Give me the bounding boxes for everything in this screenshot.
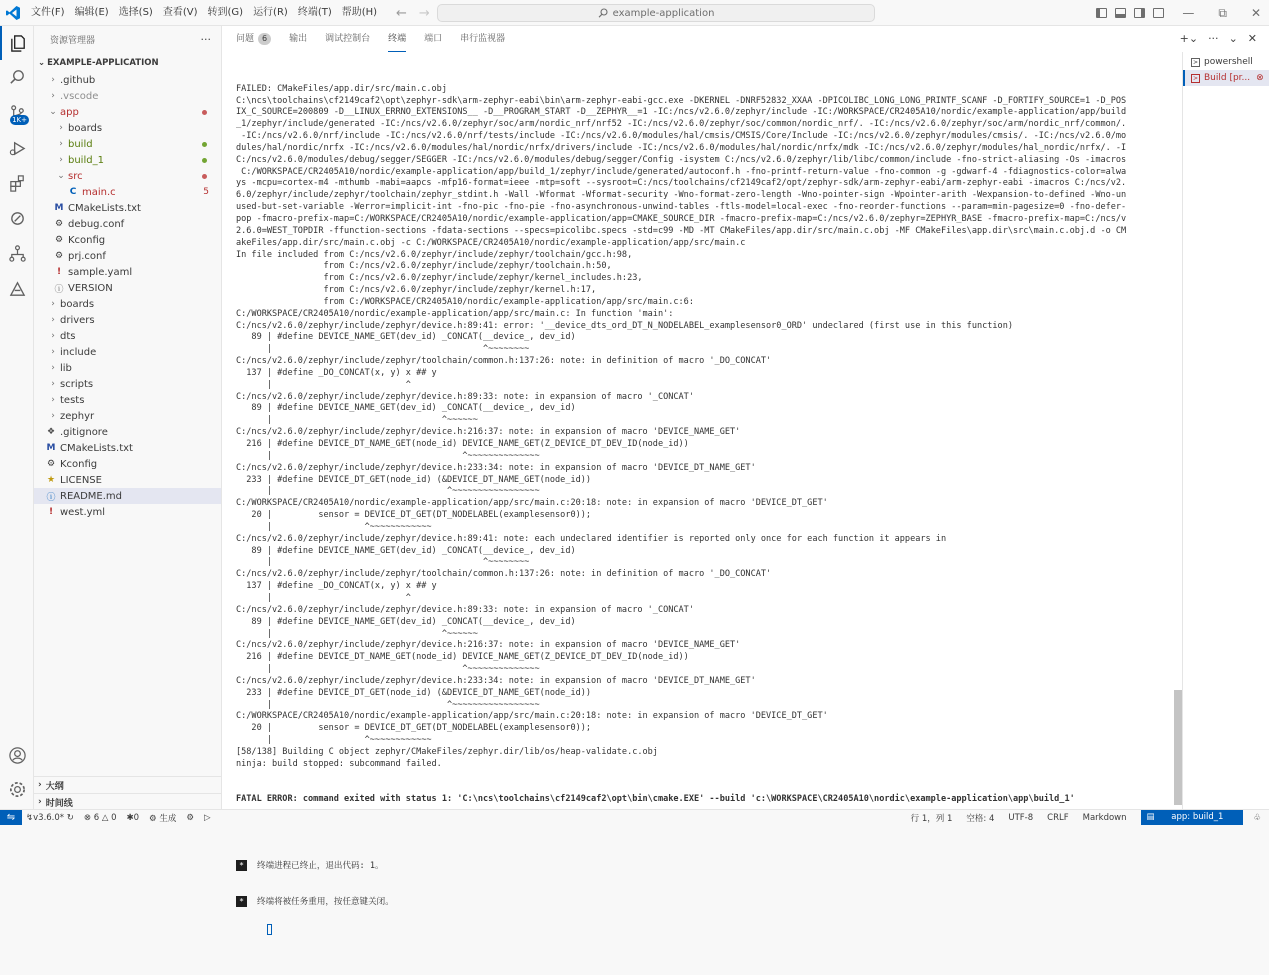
extensions-icon[interactable] [0,166,34,200]
menu-go[interactable]: 转到(G) [207,6,244,18]
terminal-line: dules/hal/nordic/nrfx -IC:/ncs/v2.6.0/modules/hal/nordic/nrfx/drivers/include -IC:/ncs/v2.6.0/modules/hal/nordic/nrfx/mdk -IC:/ncs/v2.6.0/zephyr/modules/hal_nordic/nrfx/. -I [236,142,1127,153]
tree-file-debug-conf[interactable]: ⚙ debug.conf [34,216,221,232]
terminal-line: from C:/ncs/v2.6.0/zephyr/include/zephyr/kernel.h:17, [236,285,597,296]
terminal-fatal-line: FATAL ERROR: command exited with status 1: 'C:\ncs\toolchains\cf2149caf2\opt\bin\cmake.EXE' --build 'c:\WORKSPACE\CR2405A10\nordic\example-application\app\build_1' [236,794,1075,805]
indentation[interactable]: 空格: 4 [966,813,995,824]
tab-output[interactable]: 输出 [289,34,308,44]
remote-indicator-icon[interactable]: ⇋ [0,810,22,825]
terminal-list [1182,52,1269,809]
forward-arrow-icon[interactable]: → [418,5,430,21]
cmake-file-icon: M [54,203,64,213]
terminal-line: C:/ncs/v2.6.0/zephyr/include/zephyr/device.h:89:33: note: in expansion of macro '_CONCAT' [236,604,694,615]
problem-count-badge: 5 [203,187,209,197]
tree-file-cmakelists-app[interactable]: M CMakeLists.txt [34,200,221,216]
info-file-icon: ⓘ [54,284,64,295]
terminal-cursor [267,924,272,935]
tree-folder-src[interactable]: ⌄ src [34,168,221,184]
tree-folder-boards[interactable]: › boards [34,296,221,312]
terminal-line: | ^~~~~~~~~ [236,344,530,355]
explorer-icon[interactable] [0,26,34,60]
notifications-bell-icon[interactable]: ♧ [1253,812,1261,823]
chevron-right-icon: › [51,299,55,309]
chevron-right-icon: › [51,411,55,421]
terminal-line: C:/WORKSPACE/CR2405A10/nordic/example-application/app/src/main.c:20:18: note: in expansion of macro 'DEVICE_DT_GET' [236,498,828,509]
menu-terminal[interactable]: 终端(T) [297,6,332,18]
line-ending[interactable]: CRLF [1047,812,1069,823]
minimize-icon[interactable]: — [1182,6,1195,20]
git-file-icon: ❖ [46,427,56,437]
tree-file-gitignore[interactable]: ❖ .gitignore [34,424,221,440]
terminal-line: 233 | #define DEVICE_DT_GET(node_id) (&DEVICE_DT_NAME_GET(node_id)) [236,687,592,698]
license-file-icon: ★ [46,475,56,485]
tree-folder-tests[interactable]: › tests [34,392,221,408]
toggle-panel-icon[interactable] [1115,8,1126,18]
terminal-line: C:/ncs/v2.6.0/zephyr/include/zephyr/device.h:233:34: note: in expansion of macro 'DEVICE_DT_NAME_GET' [236,675,756,686]
chevron-right-icon: › [51,331,55,341]
app-build-selector[interactable]: ▤ app: build_1 [1141,810,1244,825]
chevron-down-icon: ⌄ [49,107,57,117]
terminal-line: 2.6.0=WEST_TOPDIR -ffunction-sections -fdata-sections --specs=picolibc.specs -std=c99 -MD -MT CMakeFiles/app.dir/src/main.c.obj -MF CMakeFiles\app.dir\src\main.c.obj.d -o CM [236,225,1127,236]
terminal-line: | ^~~~~~~~~~~~~~~ [236,664,540,675]
chevron-right-icon: › [51,315,55,325]
chevron-right-icon: › [51,379,55,389]
tree-folder-zephyr[interactable]: › zephyr [34,408,221,424]
untracked-dot-icon [202,158,207,163]
terminal-line: ys -mcpu=cortex-m4 -mthumb -mabi=aapcs -mfp16-format=ieee -mtp=soft --sysroot=C:/ncs/toolchains/cf2149caf2/opt/zephyr-sdk/arm-zephyr-eabi/arm-zephyr-eabi -imacros C:/ncs/v2. [236,178,1127,189]
terminal-line: 137 | #define _DO_CONCAT(x, y) x ## y [236,367,437,378]
tree-folder-build-1[interactable]: › build_1 [34,152,221,168]
command-center-search[interactable] [437,4,875,22]
run-icon[interactable]: ▷ [204,812,211,823]
language-mode[interactable]: Markdown [1082,812,1127,823]
close-panel-icon[interactable]: ✕ [1247,32,1257,45]
terminal-line: 6.0/zephyr/include/zephyr/toolchain/zephyr_stdint.h -Wall -Wformat -Wformat-security -Wno-format-zero-length -Wno-pointer-sign -Wpointer-arith -Wexpansion-to-defined -Wno-un [236,190,1127,201]
terminal-item-powershell[interactable]: > powershell [1192,57,1253,67]
error-dot-icon [202,110,207,115]
terminal-line: C:/ncs/v2.6.0/modules/debug/segger/SEGGER -IC:/ncs/v2.6.0/modules/debug/segger/Config -isystem C:/ncs/v2.6.0/zephyr/lib/libc/common/include -fno-strict-aliasing -Os -imacros [236,154,1127,165]
tab-terminal[interactable]: 终端 [388,26,406,52]
command-center-label: example-application [612,7,715,19]
terminal-line: C:\ncs\toolchains\cf2149caf2\opt\zephyr-sdk\arm-zephyr-eabi\bin\arm-zephyr-eabi-gcc.exe -DKERNEL -DNRF52832_XXAA -DPICOLIBC_LONG_LONG_PRINTF_SCANF -D_FORTIFY_SOURCE=1 -D_POS [236,95,1127,106]
terminal-icon: > [1192,74,1199,82]
terminal-item-build[interactable]: > Build [pr... ⊗ [1183,70,1269,86]
terminal-lines [236,84,1181,771]
terminal-line: C:/WORKSPACE/CR2405A10/nordic/example-application/app/build_1/zephyr/include/generated/autoconf.h -fno-printf-return-value -fno-common -g -gdwarf-4 -fdiagnostics-color=alwa [236,166,1127,177]
chevron-right-icon: › [51,395,55,405]
tree-folder-include[interactable]: › include [34,344,221,360]
terminal-line: | ^~~~~~~~~~~~~~~ [236,450,540,461]
tab-problems[interactable]: 问题 6 [236,26,271,52]
yaml-file-icon: ! [56,267,62,277]
terminal-line: | ^ [236,592,411,603]
window-controls [1182,0,1261,26]
chevron-right-icon: › [51,347,55,357]
chevron-right-icon: › [38,797,42,807]
settings-file-icon: ⚙ [46,459,56,469]
platformio-icon[interactable] [0,271,34,305]
status-left [26,810,211,825]
workspace-root-label: EXAMPLE-APPLICATION [47,58,159,68]
chevron-down-icon: ⌄ [38,58,46,68]
back-arrow-icon[interactable]: ← [396,5,407,21]
terminal-line: C:/ncs/v2.6.0/zephyr/include/zephyr/device.h:89:41: note: each undeclared identifier is reported only once for each function it appears in [236,533,947,544]
activity-bar [0,26,34,809]
menu-view[interactable]: 查看(V) [162,6,198,18]
timeline-section[interactable]: › 时间线 [34,793,222,810]
outline-section[interactable]: › 大纲 [34,776,222,793]
menu-edit[interactable]: 编辑(E) [74,6,109,18]
terminal-icon: > [1192,58,1199,66]
encoding[interactable]: UTF-8 [1008,812,1034,823]
terminal-line: | ^~~~~~~~~~~~~~~~~~ [236,699,540,710]
error-dot-icon [202,174,207,179]
file-tree [34,72,221,520]
tree-folder-lib[interactable]: › lib [34,360,221,376]
terminal-star-icon: * [236,896,247,907]
terminal-line: | ^~~~~~~ [236,628,478,639]
restore-icon[interactable]: ⧉ [1218,5,1227,20]
tab-debug-console[interactable]: 调试控制台 [325,34,371,44]
maximize-panel-icon[interactable]: ⌄ [1228,32,1238,45]
status-bar [0,809,1269,824]
explorer-header [34,26,221,52]
problems-status[interactable]: ⊗ 6 △ 0 [83,812,117,823]
terminal-line: ninja: build stopped: subcommand failed. [236,758,442,769]
tree-file-kconfig-root[interactable]: ⚙ Kconfig [34,456,221,472]
search-view-icon[interactable] [0,60,34,94]
terminal-line: C:/ncs/v2.6.0/zephyr/include/zephyr/device.h:89:41: error: '__device_dts_ord_DT_N_NODELABEL_examplesensor0_ORD' undeclared (first use in this function) [236,320,1013,331]
terminal-message: * 终端进程已终止，退出代码: 1。 * 终端将被任务重用，按任意键关闭。 [236,836,1181,952]
terminal-line: IX_C_SOURCE=200809 -D__LINUX_ERRNO_EXTENSIONS__ -D__PROGRAM_START -D__ZEPHYR__=1 -IC:/ncs/v2.6.0/zephyr/include -IC:/WORKSPACE/CR2405A10/nordic/example-application/app/build [236,107,1127,118]
tree-folder-app[interactable]: ⌄ app [34,104,221,120]
scrollbar-thumb[interactable] [1174,690,1182,805]
problems-count-badge: 6 [258,33,271,45]
vscode-logo-icon [0,0,26,26]
terminal-line: [58/138] Building C object zephyr/CMakeFiles/zephyr.dir/lib/os/heap-validate.c.obj [236,746,658,757]
terminal-line: 216 | #define DEVICE_DT_NAME_GET(node_id) DEVICE_NAME_GET(Z_DEVICE_DT_DEV_ID(node_id)) [236,439,689,449]
tree-file-sample-yaml[interactable]: ! sample.yaml [34,264,221,280]
tree-folder-build[interactable]: › build [34,136,221,152]
terminal-line: | ^ [236,379,411,390]
yaml-file-icon: ! [48,507,54,517]
panel-tabs [222,26,1269,52]
build-status[interactable]: ⚙ 生成 [149,813,177,824]
status-right [911,810,1269,825]
tree-folder-scripts[interactable]: › scripts [34,376,221,392]
tab-ports[interactable]: 端口 [424,34,443,44]
terminal-line: 89 | #define DEVICE_NAME_GET(dev_id) _CONCAT(__device_, dev_id) [236,616,576,627]
terminal-line: FAILED: CMakeFiles/app.dir/src/main.c.obj [236,83,447,94]
chevron-down-icon: ⌄ [57,171,65,181]
terminal-line: 89 | #define DEVICE_NAME_GET(dev_id) _CONCAT(__device_, dev_id) [236,545,576,556]
menu-file[interactable]: 文件(F) [31,6,65,18]
terminal-line: _1/zephyr/include/generated -IC:/ncs/v2.6.0/zephyr/soc/arm/nordic_nrf/nrf52 -IC:/ncs/v2.6.0/zephyr/soc/common/nordic_nrf/. -IC:/ncs/v2.6.0/zephyr/soc/arm/nordic_nrf/common/. [236,119,1127,130]
chevron-right-icon: › [51,75,55,85]
chevron-right-icon: › [59,155,63,165]
tree-file-readme[interactable]: ⓘ README.md [34,488,221,504]
terminal-line: C:/ncs/v2.6.0/zephyr/include/zephyr/toolchain/common.h:137:26: note: in definition of macro '_DO_CONCAT' [236,356,772,367]
terminal-line: 233 | #define DEVICE_DT_GET(node_id) (&DEVICE_DT_NAME_GET(node_id)) [236,474,592,485]
terminal-scrollbar[interactable] [1174,60,1182,805]
run-debug-icon[interactable] [0,131,34,165]
tree-folder-drivers[interactable]: › drivers [34,312,221,328]
terminal-line: akeFiles/app.dir/src/main.c.obj -c C:/WORKSPACE/CR2405A10/nordic/example-application/app/src/main.c [236,237,746,248]
untracked-dot-icon [202,142,207,147]
menu-run[interactable]: 运行(R) [253,6,288,18]
settings-file-icon: ⚙ [54,251,64,261]
terminal-line: pop -fmacro-prefix-map=C:/WORKSPACE/CR2405A10/nordic/example-application/app=CMAKE_SOURCE_DIR -fmacro-prefix-map=C:/ncs/v2.6.0/zephyr=ZEPHYR_BASE -fmacro-prefix-map=C:/ncs/v [236,213,1127,224]
terminal-line: C:/ncs/v2.6.0/zephyr/include/zephyr/device.h:216:37: note: in expansion of macro 'DEVICE_NAME_GET' [236,427,741,438]
manage-gear-icon[interactable] [0,772,34,806]
new-terminal-icon[interactable]: +⌄ [1179,32,1199,45]
terminal-line: 89 | #define DEVICE_NAME_GET(dev_id) _CONCAT(__device_, dev_id) [236,332,576,343]
workspace-root[interactable] [34,54,221,72]
terminal-line: C:/ncs/v2.6.0/zephyr/include/zephyr/device.h:216:37: note: in expansion of macro 'DEVICE_NAME_GET' [236,640,741,651]
branch-status[interactable]: ↯v3.6.0* ↻ [26,812,74,823]
terminal-line: | ^~~~~~~~~~~~~ [236,521,432,532]
search-icon [598,8,608,18]
chevron-right-icon: › [59,139,63,149]
terminal-line: | ^~~~~~~~~ [236,557,530,568]
tree-file-version[interactable]: ⓘ VERSION [34,280,221,296]
menu-bar [26,0,382,26]
tab-serial-monitor[interactable]: 串行监视器 [460,34,506,44]
title-bar [0,0,1269,26]
tree-file-kconfig-app[interactable]: ⚙ Kconfig [34,232,221,248]
device-tree-icon[interactable] [0,236,34,270]
layout-controls [1096,0,1164,26]
warning-icon: △ [101,812,109,823]
info-status[interactable]: ✱0 [126,812,140,823]
info-file-icon: ⓘ [46,492,56,503]
tree-folder-github[interactable]: › .github [34,72,221,88]
tree-file-cmakelists-root[interactable]: M CMakeLists.txt [34,440,221,456]
customize-layout-icon[interactable] [1153,8,1164,18]
terminal-line: 20 | sensor = DEVICE_DT_GET(DT_NODELABEL(examplesensor0)); [236,510,592,521]
terminal-line: C:/ncs/v2.6.0/zephyr/include/zephyr/device.h:233:34: note: in expansion of macro 'DEVICE_DT_NAME_GET' [236,462,756,473]
explorer-title: 资源管理器 [50,35,96,46]
settings-file-icon: ⚙ [54,235,64,245]
terminal-line: 89 | #define DEVICE_NAME_GET(dev_id) _CONCAT(__device_, dev_id) [236,403,576,414]
terminal-line: -IC:/ncs/v2.6.0/nrf/include -IC:/ncs/v2.6.0/nrf/tests/include -IC:/ncs/v2.6.0/modules/hal/cmsis/CMSIS/Core/Include -IC:/ncs/v2.6.0/zephyr/modules/cmsis/. -IC:/ncs/v2.6.0/mo [236,131,1127,142]
terminal-line: from C:/ncs/v2.6.0/zephyr/include/zephyr/toolchain.h:50, [236,261,612,272]
branch-icon: ↯ [26,812,34,823]
chevron-right-icon: › [51,91,55,101]
source-control-icon[interactable] [0,96,34,130]
terminal-line: | ^~~~~~~~~~~~~~~~~~ [236,486,540,497]
terminal-line: C:/ncs/v2.6.0/zephyr/include/zephyr/device.h:89:33: note: in expansion of macro '_CONCAT' [236,391,694,402]
kill-terminal-icon[interactable]: ⊗ [1256,73,1264,83]
terminal-line: 216 | #define DEVICE_DT_NAME_GET(node_id) DEVICE_NAME_GET(Z_DEVICE_DT_DEV_ID(node_id)) [236,652,689,663]
chevron-right-icon: › [51,363,55,373]
terminal-line: 137 | #define _DO_CONCAT(x, y) x ## y [236,581,437,592]
accounts-icon[interactable] [0,738,34,772]
terminal-line: | ^~~~~~~ [236,415,478,426]
tree-file-west-yml[interactable]: ! west.yml [34,504,221,520]
terminal-line: C:/WORKSPACE/CR2405A10/nordic/example-application/app/src/main.c:20:18: note: in expansion of macro 'DEVICE_DT_GET' [236,711,828,722]
panel-more-icon[interactable]: ··· [1208,32,1219,45]
gear-icon: ⚙ [149,813,157,824]
chevron-right-icon: › [59,123,63,133]
sync-icon: ↻ [66,812,74,823]
cmake-file-icon: M [46,443,56,453]
settings-file-icon: ⚙ [54,219,64,229]
panel-actions [1180,32,1257,45]
terminal-line: In file included from C:/ncs/v2.6.0/zephyr/include/zephyr/toolchain/gcc.h:98, [236,249,633,260]
terminal-star-icon: * [236,860,247,871]
debug-gear-icon[interactable]: ⚙ [186,812,195,823]
tree-folder-app-boards[interactable]: › boards [34,120,221,136]
folder-icon: ▤ [1146,812,1155,822]
tree-folder-vscode[interactable]: › .vscode [34,88,221,104]
terminal-line: | ^~~~~~~~~~~~~ [236,735,432,746]
source-control-badge: 1K+ [12,116,27,124]
broadcast-icon: ✱ [126,812,134,823]
close-icon[interactable]: ✕ [1250,6,1261,20]
more-actions-button[interactable]: ··· [200,32,211,46]
c-file-icon: C [69,187,77,197]
toggle-secondary-sidebar-icon[interactable] [1134,8,1145,18]
toggle-sidebar-icon[interactable] [1096,8,1107,18]
terminal-line: from C:/WORKSPACE/CR2405A10/nordic/example-application/app/src/main.c:6: [236,296,694,307]
terminal-line: C:/WORKSPACE/CR2405A10/nordic/example-application/app/src/main.c: In function 'main': [236,308,674,319]
menu-help[interactable]: 帮助(H) [341,6,378,18]
terminal-line: 20 | sensor = DEVICE_DT_GET(DT_NODELABEL(examplesensor0)); [236,723,592,734]
nrf-connect-icon[interactable] [0,201,34,235]
terminal-line: from C:/ncs/v2.6.0/zephyr/include/zephyr/kernel_includes.h:23, [236,273,643,284]
terminal-line: C:/ncs/v2.6.0/zephyr/include/zephyr/toolchain/common.h:137:26: note: in definition of macro '_DO_CONCAT' [236,569,772,580]
tree-folder-dts[interactable]: › dts [34,328,221,344]
tree-file-prj-conf[interactable]: ⚙ prj.conf [34,248,221,264]
nav-arrows [396,0,430,26]
menu-selection[interactable]: 选择(S) [118,6,153,18]
error-icon: ⊗ [83,812,91,823]
chevron-right-icon: › [38,780,42,790]
tree-file-main-c[interactable]: C main.c 5 [34,184,221,200]
tree-file-license[interactable]: ★ LICENSE [34,472,221,488]
cursor-position[interactable]: 行 1，列 1 [910,813,953,824]
terminal-line: used-but-set-variable -Werror=implicit-int -fno-pic -fno-pie -fno-asynchronous-unwind-tables -ftls-model=local-exec -fno-reorder-functions --param=min-pagesize=0 -fno-defer- [236,202,1127,213]
explorer-sidebar [34,26,222,809]
